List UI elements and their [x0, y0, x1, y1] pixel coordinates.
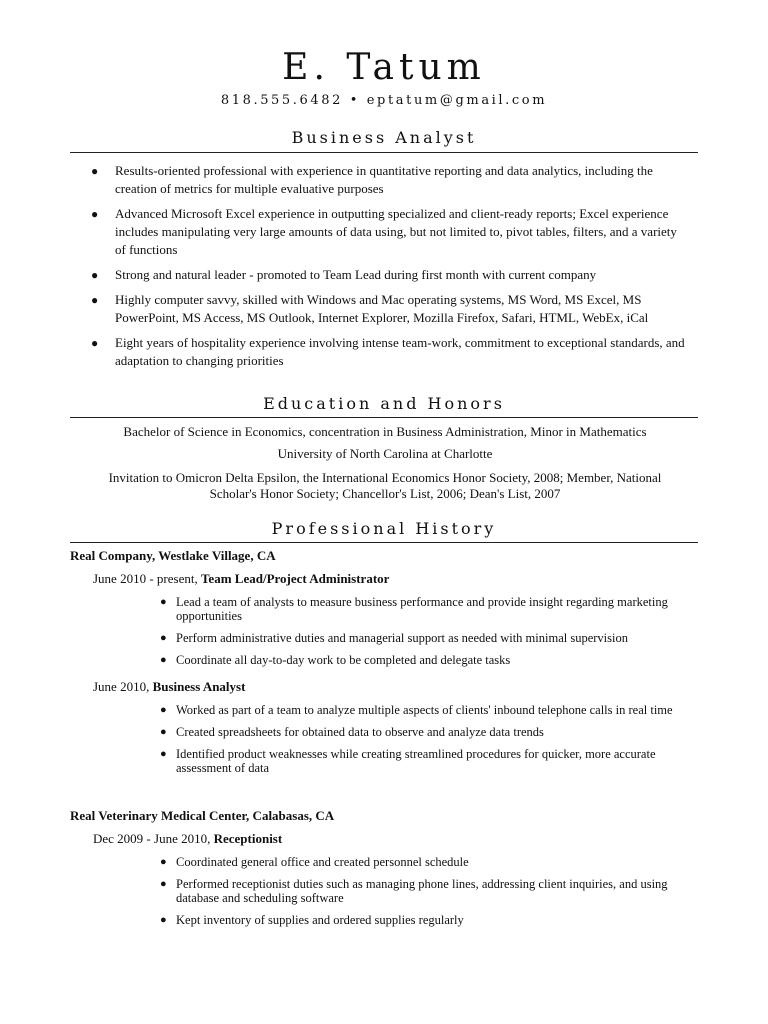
bullet-icon: ● [160, 632, 167, 644]
section-rule-education [70, 417, 698, 418]
education-degree: Bachelor of Science in Economics, concentration in Business Administration, Minor in Mathematics [123, 424, 647, 439]
list-item: ● Eight years of hospitality experience involving intense team-work, commitment to exceptional standards, and adaptation to changing priorities [91, 335, 685, 368]
role-duties [160, 855, 700, 935]
role-title: Business Analyst [152, 679, 246, 694]
employer-name: Real Veterinary Medical Center, Calabasas, CA [70, 808, 335, 823]
bullet-icon: ● [91, 336, 99, 350]
list-item: ● Created spreadsheets for obtained data to observe and analyze data trends [160, 725, 544, 739]
role-line [93, 570, 389, 588]
section-rule-summary [70, 152, 698, 153]
list-item: ● Performed receptionist duties such as managing phone lines, addressing client inquiries, and using database and scheduling software [160, 877, 668, 905]
bullet-icon: ● [160, 748, 167, 760]
role-duties [160, 595, 700, 675]
candidate-name: E. Tatum [282, 47, 486, 88]
bullet-icon: ● [91, 268, 99, 282]
list-item: ● Coordinated general office and created personnel schedule [160, 855, 469, 869]
list-item: ● Kept inventory of supplies and ordered supplies regularly [160, 913, 464, 927]
list-item: ● Results-oriented professional with experience in quantitative reporting and data analytics, including the creation of metrics for multiple evaluative purposes [91, 163, 653, 196]
role-line [93, 678, 245, 696]
bullet-icon: ● [160, 654, 167, 666]
employer-name: Real Company, Westlake Village, CA [70, 548, 276, 563]
bullet-icon: ● [160, 726, 167, 738]
education-school: University of North Carolina at Charlotte [277, 446, 493, 461]
list-item: ● Lead a team of analysts to measure business performance and provide insight regarding marketing opportunities [160, 595, 668, 623]
education-honors: Invitation to Omicron Delta Epsilon, the International Economics Honor Society, 2008; Member, National Scholar's Honor Society; Chancellor's List, 2006; Dean's List, 2007 [108, 470, 662, 501]
bullet-icon: ● [160, 596, 167, 608]
section-title-education: Education and Honors [263, 394, 505, 413]
list-item: ● Highly computer savvy, skilled with Windows and Mac operating systems, MS Word, MS Excel, MS PowerPoint, MS Access, MS Outlook, Internet Explorer, Mozilla Firefox, Safari, HTML, WebEx, iCal [91, 292, 649, 325]
bullet-icon: ● [160, 914, 167, 926]
role-title: Receptionist [213, 831, 283, 846]
contact-line: 818.555.6482 • eptatum@gmail.com [220, 93, 548, 108]
role-duties [160, 703, 700, 783]
role-dates: June 2010 - present, [93, 571, 201, 586]
bullet-icon: ● [160, 856, 167, 868]
bullet-icon: ● [91, 293, 99, 307]
bullet-icon: ● [160, 704, 167, 716]
section-title-summary: Business Analyst [291, 128, 477, 147]
role-dates: June 2010, [93, 679, 153, 694]
role-line [93, 830, 282, 848]
list-item: ● Perform administrative duties and managerial support as needed with minimal supervision [160, 631, 628, 645]
list-item: ● Coordinate all day-to-day work to be completed and delegate tasks [160, 653, 511, 667]
summary-list [88, 162, 688, 377]
bullet-icon: ● [91, 164, 99, 178]
section-rule-history [70, 542, 698, 543]
role-title: Team Lead/Project Administrator [200, 571, 390, 586]
section-title-history: Professional History [271, 519, 497, 538]
bullet-icon: ● [91, 207, 99, 221]
list-item: ● Identified product weaknesses while creating streamlined procedures for quicker, more accurate assessment of data [160, 747, 656, 775]
role-dates: Dec 2009 - June 2010, [93, 831, 214, 846]
list-item: ● Worked as part of a team to analyze multiple aspects of clients' inbound telephone calls in real time [160, 703, 673, 717]
list-item: ● Strong and natural leader - promoted to Team Lead during first month with current company [91, 267, 597, 282]
bullet-icon: ● [160, 878, 167, 890]
list-item: ● Advanced Microsoft Excel experience in outputting specialized and client-ready reports; Excel experience includes manipulating very large amounts of data using, but not limited to, pivot tables, filters, and a variety of functions [91, 206, 677, 257]
